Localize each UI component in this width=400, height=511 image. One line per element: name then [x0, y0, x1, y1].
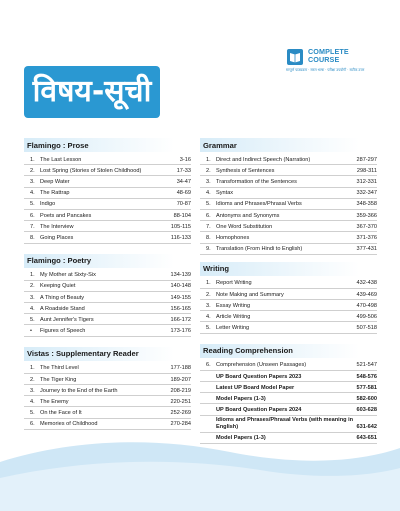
entry-number: 8.: [206, 235, 211, 241]
section-heading: Writing: [200, 262, 377, 276]
entry-pages: 332-347: [356, 190, 377, 197]
entry-pages: 189-207: [170, 376, 191, 383]
entry-number: 1.: [206, 156, 211, 163]
entry-title: Memories of Childhood: [40, 421, 98, 428]
entry-pages: 371-376: [356, 235, 377, 241]
entry-title: Deep Water: [40, 179, 70, 186]
entry-pages: 312-331: [356, 179, 377, 186]
entry-pages: 470-498: [356, 302, 377, 309]
entry-number: 4.: [30, 398, 35, 405]
entry-number: 7.: [206, 223, 211, 230]
entry-number: 2.: [206, 291, 211, 298]
toc-entry: [24, 232, 191, 243]
entry-title: Essay Writing: [216, 302, 251, 309]
entry-title: Homophones: [216, 235, 250, 241]
entry-number: 5.: [30, 316, 35, 323]
entry-title: Translation (From Hindi to English): [216, 246, 303, 253]
section-gap: [24, 337, 191, 347]
entry-title: Model Papers (1-3): [216, 395, 266, 402]
toc-entry: [200, 300, 377, 311]
toc-extra-entry: [200, 371, 377, 382]
entry-title: Indigo: [40, 201, 56, 208]
logo-text: [308, 48, 349, 64]
entry-number: 5.: [206, 201, 211, 208]
entry-pages: 173-176: [170, 328, 191, 335]
section-gap: [200, 255, 377, 262]
entry-pages: 220-251: [170, 398, 191, 405]
entry-title: Keeping Quiet: [40, 283, 76, 290]
entry-number: 3.: [30, 387, 35, 394]
entry-title: Note Making and Summary: [216, 291, 284, 298]
entry-title: Journey to the End of the Earth: [40, 387, 118, 394]
entry-title: Syntax: [216, 190, 234, 197]
entry-title: UP Board Question Papers 2024: [216, 407, 302, 414]
toc-extra-entry: [200, 433, 377, 444]
entry-number: 6.: [206, 362, 211, 369]
entry-number: 2.: [30, 283, 35, 290]
entry-title: Model Papers (1-3): [216, 435, 266, 442]
entry-pages: 88-104: [173, 212, 191, 219]
toc-entry: [24, 154, 191, 165]
entry-number: 2.: [206, 167, 211, 174]
toc-entry: [200, 360, 377, 371]
toc-entry: [200, 221, 377, 232]
entry-title: Latest UP Board Model Paper: [216, 384, 295, 391]
entry-number: 4.: [206, 313, 211, 320]
entry-title: Antonyms and Synonyms: [216, 212, 280, 219]
entry-number: 4.: [206, 190, 211, 197]
entry-pages: 3-16: [179, 156, 191, 163]
entry-pages: 521-547: [356, 362, 377, 369]
section-heading: Reading Comprehension: [200, 344, 377, 358]
toc-entry: [24, 363, 191, 374]
toc-entry: [200, 165, 377, 176]
entry-number: 9.: [206, 246, 211, 253]
entry-number: 3.: [30, 294, 35, 301]
entry-number: 6.: [206, 212, 211, 219]
entry-title: Direct and Indirect Speech (Narration): [216, 156, 311, 163]
toc-entry: [24, 292, 191, 303]
entry-pages: 499-506: [356, 313, 377, 320]
entry-pages: 156-165: [170, 305, 191, 312]
entry-title: Article Writing: [216, 313, 251, 320]
logo-line2: COURSE: [308, 55, 340, 64]
toc-entry: [200, 289, 377, 300]
entry-title: The Tiger King: [40, 376, 77, 383]
entry-pages: 439-469: [356, 291, 377, 298]
toc-left-column: [24, 138, 191, 430]
entry-pages: 643-651: [356, 435, 377, 442]
toc-entry: [24, 188, 191, 199]
entry-pages: 34-47: [176, 179, 191, 186]
entry-pages: 603-628: [356, 407, 377, 414]
entry-title: Idioms and Phrases/Phrasal Verbs: [216, 201, 302, 208]
entry-pages: 270-284: [170, 421, 191, 428]
entry-title: A Roadside Stand: [40, 305, 85, 312]
toc-entry: [24, 270, 191, 281]
toc-entry: [200, 188, 377, 199]
toc-extra-entry: [200, 382, 377, 393]
toc-entry: [24, 325, 191, 336]
entry-pages: 432-438: [356, 280, 377, 287]
entry-title: My Mother at Sixty-Six: [40, 272, 96, 279]
entry-number: 4.: [30, 190, 35, 197]
entry-pages: 298-311: [356, 167, 377, 174]
entry-title: Aunt Jennifer's Tigers: [40, 316, 94, 323]
toc-entry: [200, 154, 377, 165]
toc-right-column: [200, 138, 377, 444]
toc-entry: [24, 221, 191, 232]
toc-entry: [24, 407, 191, 418]
entry-title: The Interview: [40, 223, 74, 230]
entry-number: 3.: [206, 302, 211, 309]
entry-pages: 582-600: [356, 395, 377, 402]
entry-title: Figures of Speech: [40, 328, 86, 335]
entry-number: 5.: [30, 201, 35, 208]
entry-number: 5.: [30, 410, 35, 417]
section-gap: [24, 244, 191, 254]
entry-pages: 105-115: [170, 223, 191, 230]
entry-pages: 48-69: [176, 190, 191, 197]
entry-title: Letter Writing: [216, 325, 250, 332]
entry-pages: 359-366: [356, 212, 377, 219]
entry-number: 2.: [30, 376, 35, 383]
entry-pages: 631-642: [356, 424, 377, 431]
entry-number: 6.: [30, 212, 35, 219]
toc-entry: [200, 322, 377, 333]
entry-title: Report Writing: [216, 280, 252, 287]
entry-title: The Enemy: [40, 398, 69, 405]
entry-title: The Third Level: [40, 365, 79, 372]
toc-entry: [24, 165, 191, 176]
toc-extra-entry: [200, 393, 377, 404]
entry-number: 1.: [206, 280, 211, 287]
logo-tagline: सम्पूर्ण पाठ्यक्रम · सरल भाषा · परीक्षा उपयोगी · सटीक उत्तर: [286, 68, 365, 72]
entry-title: Poets and Pancakes: [40, 212, 92, 219]
entry-title: Idioms and Phrases/Phrasal Verbs (with meaning in English): [216, 417, 354, 430]
page-title: विषय-सूची: [24, 66, 160, 118]
toc-extra-entry: [200, 416, 377, 433]
toc-entry: [24, 419, 191, 430]
toc-entry: [24, 176, 191, 187]
entry-pages: 377-431: [356, 246, 377, 253]
toc-entry: [200, 244, 377, 255]
entry-number: 3.: [30, 179, 35, 186]
entry-pages: 348-358: [356, 201, 377, 208]
toc-entry: [24, 385, 191, 396]
entry-pages: 507-518: [356, 325, 377, 332]
entry-number: 1.: [30, 272, 35, 279]
toc-entry: [200, 311, 377, 322]
entry-title: Lost Spring (Stories of Stolen Childhood): [40, 167, 142, 174]
toc-entry: [24, 396, 191, 407]
entry-pages: 166-172: [170, 316, 191, 323]
entry-pages: 17-33: [176, 167, 191, 174]
toc-entry: [24, 210, 191, 221]
entry-pages: 287-297: [356, 156, 377, 163]
toc-entry: [24, 374, 191, 385]
toc-entry: [24, 199, 191, 210]
entry-number: 1.: [30, 365, 35, 372]
entry-pages: 208-219: [170, 387, 191, 394]
entry-number: 4.: [30, 305, 35, 312]
section-heading: Vistas : Supplementary Reader: [24, 347, 191, 361]
entry-pages: 134-139: [170, 272, 191, 279]
toc-entry: [24, 314, 191, 325]
section-gap: [200, 334, 377, 344]
toc-entry: [24, 303, 191, 314]
entry-pages: 367-370: [356, 223, 377, 230]
entry-title: Synthesis of Sentences: [216, 167, 275, 174]
entry-number: 7.: [30, 223, 35, 230]
entry-title: The Rattrap: [40, 190, 70, 197]
entry-pages: 577-581: [356, 384, 377, 391]
entry-number: 1.: [30, 156, 35, 163]
toc-extra-entry: [200, 404, 377, 415]
entry-pages: 177-188: [170, 365, 191, 372]
entry-pages: 548-576: [356, 373, 377, 380]
entry-pages: 149-155: [170, 294, 191, 301]
entry-title: On the Face of It: [40, 410, 82, 417]
entry-pages: 70-87: [176, 201, 191, 208]
toc-entry: [200, 199, 377, 210]
entry-pages: 252-269: [170, 410, 191, 417]
entry-title: Going Places: [40, 235, 74, 241]
entry-title: Comprehension (Unseen Passages): [216, 362, 307, 369]
entry-number: 3.: [206, 179, 211, 186]
toc-entry: [200, 176, 377, 187]
entry-number: 5.: [206, 325, 211, 332]
entry-title: One Word Substitution: [216, 223, 273, 230]
brand-logo: [286, 46, 381, 74]
entry-title: Transformation of the Sentences: [216, 179, 297, 186]
section-heading: Grammar: [200, 138, 377, 152]
entry-number: 8.: [30, 235, 35, 241]
entry-number: •: [30, 328, 32, 335]
toc-entry: [200, 278, 377, 289]
logo-line1: COMPLETE: [308, 47, 349, 56]
book-logo-icon: [286, 48, 304, 66]
section-heading: Flamingo : Prose: [24, 138, 191, 152]
entry-pages: 116-133: [170, 235, 191, 241]
entry-title: The Last Lesson: [40, 156, 82, 163]
entry-pages: 140-148: [170, 283, 191, 290]
toc-entry: [24, 281, 191, 292]
entry-number: 2.: [30, 167, 35, 174]
section-heading: Flamingo : Poetry: [24, 254, 191, 268]
toc-entry: [200, 232, 377, 243]
entry-title: UP Board Question Papers 2023: [216, 373, 302, 380]
entry-title: A Thing of Beauty: [40, 294, 85, 301]
toc-entry: [200, 210, 377, 221]
entry-number: 6.: [30, 421, 35, 428]
